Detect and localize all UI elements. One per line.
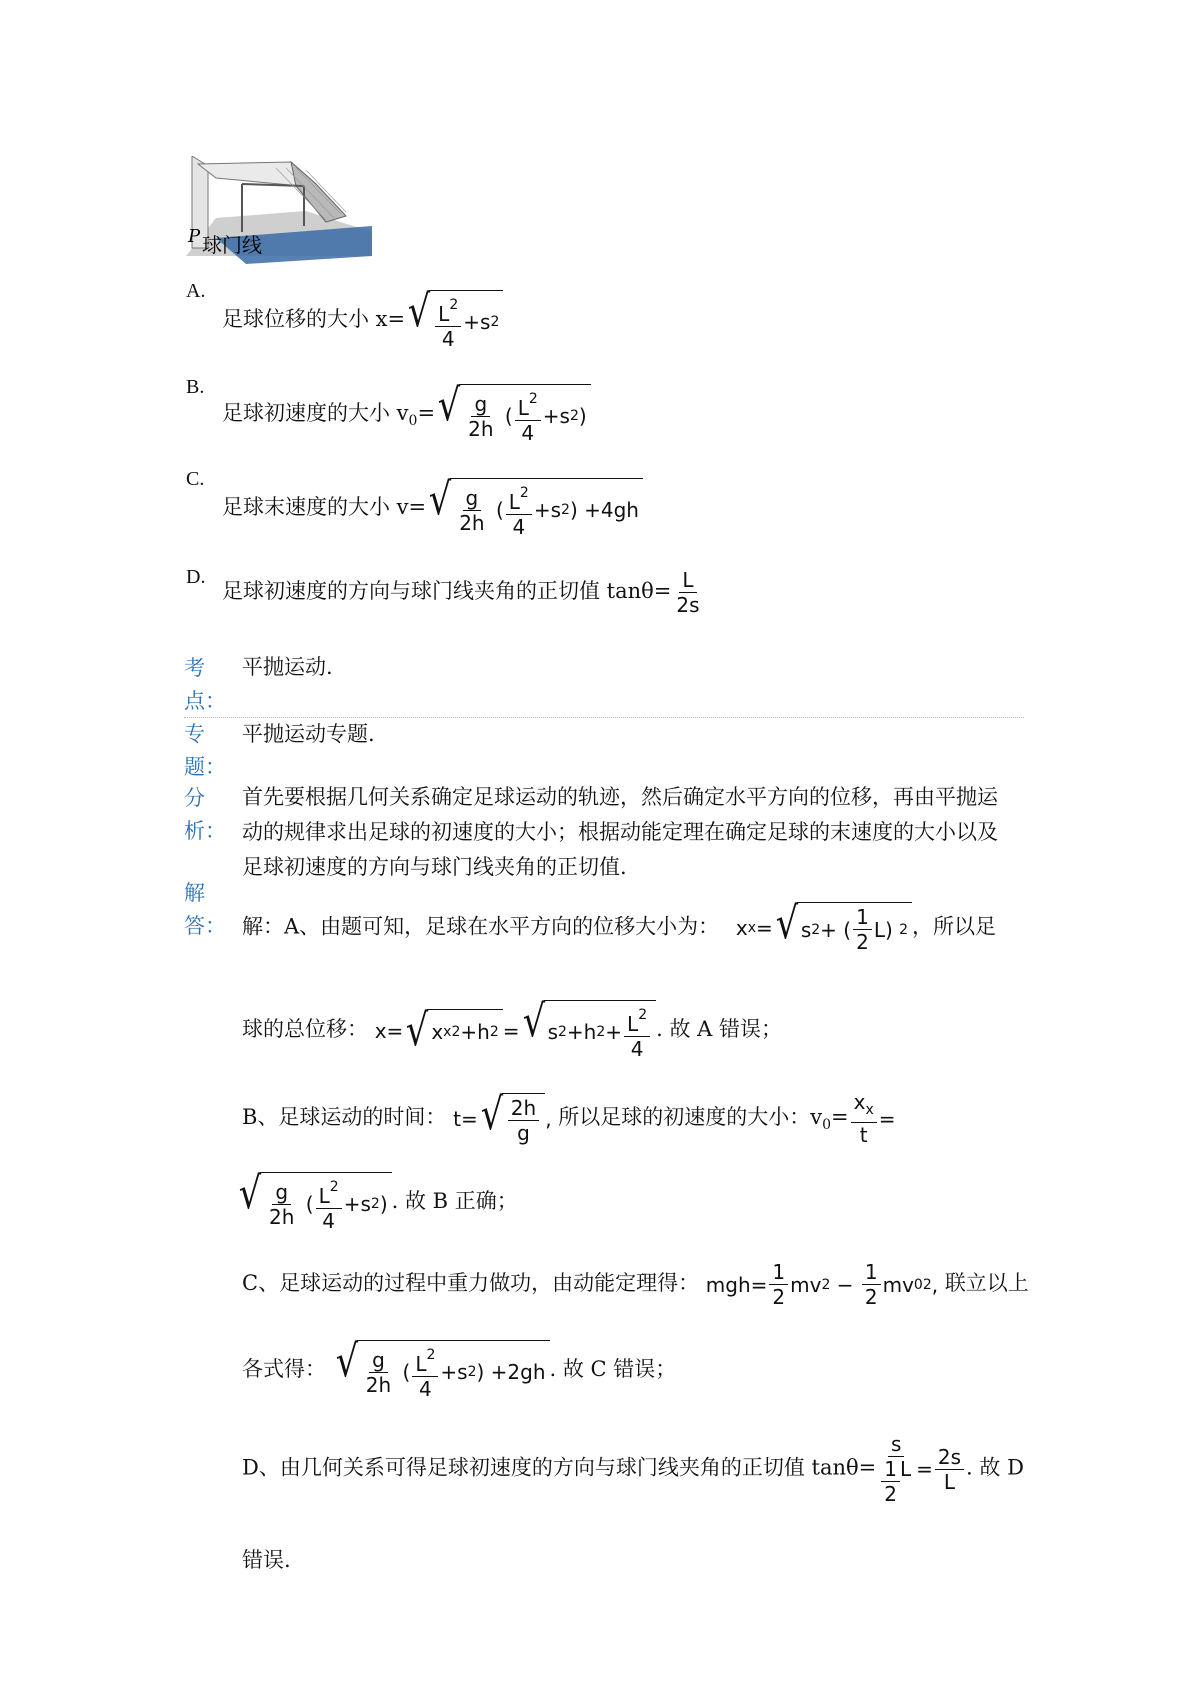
- solution-c-intro: C、足球运动的过程中重力做功，由动能定理得：: [242, 1271, 700, 1295]
- solution-a-intro: 解：A、由题可知，足球在水平方向的位移大小为：: [242, 914, 720, 939]
- option-b-text: 足球初速度的大小 v: [222, 401, 409, 425]
- option-a-text: 足球位移的大小 x=: [222, 307, 406, 331]
- label-zhuanti: [184, 718, 226, 783]
- option-c-formula: √ $\frac{g}{2h}$ ( $\frac{L^2}{4}$ +s 2 ) +4gh: [426, 478, 643, 539]
- label-zhuanti-line2: 题：: [184, 754, 226, 779]
- label-jieda-line2: 答：: [184, 913, 226, 938]
- solution-c2-intro: 各式得：: [242, 1357, 326, 1381]
- solution-b-time-formula: t= √ $\frac{2h}{g}$ ,: [453, 1088, 552, 1145]
- solution-d2: 错误.: [242, 1548, 291, 1572]
- label-kaodian-line2: 点：: [184, 688, 226, 713]
- solution-d-intro: D、由几何关系可得足球初速度的方向与球门线夹角的正切值 tanθ=: [242, 1455, 877, 1480]
- solution-b-v0-formula: $\frac{x_x}{t}$ =: [849, 1090, 896, 1147]
- label-zhuanti-line1: 专: [184, 722, 205, 746]
- fenxi-line: 动的规律求出足球的初速度的大小；根据动能定理在确定足球的末速度的大小以及: [242, 820, 998, 844]
- label-fenxi: [184, 782, 226, 847]
- solution-a-formula: x x = √ s 2 + ( $\frac{1}{2}$ L) 2: [736, 902, 912, 954]
- option-a: [222, 286, 503, 351]
- solution-b-intro: B、足球运动的时间：: [242, 1105, 447, 1129]
- figure-label-goal-line: 球门线: [202, 233, 262, 257]
- option-b-letter: B.: [186, 376, 205, 398]
- solution-b-mid: 所以足球的初速度的大小：v: [558, 1105, 823, 1129]
- solution-b2-formula: √ $\frac{g}{2h}$ ( $\frac{L^2}{4}$ +s 2 ): [236, 1172, 392, 1233]
- option-d-text: 足球初速度的方向与球门线夹角的正切值 tanθ=: [222, 579, 672, 603]
- solution-c2-formula: √ $\frac{g}{2h}$ ( $\frac{L^2}{4}$ +s 2 ) +2gh: [333, 1340, 550, 1401]
- label-kaodian: [184, 652, 226, 717]
- figure-label-p: P: [188, 226, 201, 247]
- solution-d-tail: . 故 D: [966, 1455, 1024, 1480]
- solution-a-tail: ，所以足: [912, 914, 997, 939]
- goal-figure: [186, 156, 372, 264]
- label-fenxi-line2: 析：: [184, 818, 226, 843]
- solution-a2: [242, 996, 782, 1061]
- option-a-letter: A.: [186, 280, 206, 302]
- solution-d-formula: s $\frac{1}{2}$ L = $\frac{2s}{L}$: [876, 1432, 966, 1506]
- solution-a2-intro: 球的总位移：: [242, 1017, 368, 1041]
- label-jieda: [184, 877, 226, 942]
- fenxi-paragraph: [242, 780, 1042, 885]
- option-c-text: 足球末速度的大小 v=: [222, 495, 427, 519]
- solution-c-formula: mgh= $\frac{1}{2}$ mv 2 − $\frac{1}{2}$ mv 0 2 ,: [705, 1260, 939, 1309]
- label-kaodian-line1: 考: [184, 656, 205, 680]
- solution-a: [242, 898, 997, 954]
- label-jieda-line1: 解: [184, 881, 205, 905]
- option-c: [222, 474, 643, 539]
- label-fenxi-line1: 分: [184, 786, 205, 810]
- solution-a2-tail: . 故 A 错误；: [656, 1017, 782, 1041]
- option-a-formula: √ $\frac{L^2}{4}$ +s 2: [405, 290, 503, 351]
- option-c-letter: C.: [186, 468, 205, 490]
- option-b-formula: √ $\frac{g}{2h}$ ( $\frac{L^2}{4}$ +s 2 ): [435, 384, 591, 445]
- solution-c: [242, 1260, 1029, 1309]
- solution-a2-formula: x= √ x x 2 +h 2 = √ s 2 +h 2 + $\frac{L^2}{4}$: [375, 1000, 656, 1061]
- solution-b2-tail: . 故 B 正确；: [391, 1189, 518, 1213]
- solution-b2: [236, 1168, 518, 1233]
- option-c-tail: +4gh: [584, 498, 639, 522]
- solution-c-tail: 联立以上: [944, 1271, 1029, 1295]
- solution-d: [242, 1432, 1024, 1506]
- fenxi-line: 足球初速度的方向与球门线夹角的正切值.: [242, 855, 627, 879]
- goal-drawing: [186, 156, 372, 264]
- fenxi-line: 首先要根据几何关系确定足球运动的轨迹，然后确定水平方向的位移，再由平抛运: [242, 785, 998, 809]
- option-b-subscript: 0: [408, 413, 418, 429]
- option-d-formula: $\frac{L}{2s}$: [676, 568, 700, 617]
- solution-c2-tail: . 故 C 错误；: [549, 1357, 677, 1381]
- zhuanti-text: 平抛运动专题.: [242, 722, 375, 746]
- option-d-letter: D.: [186, 566, 206, 588]
- solution-b: B、足球运动的时间： t= √ $\frac{2h}{g}$ , 所以足球的初速度的大小：$v_0=$ $\frac{x_x}{t}$ =: [242, 1088, 896, 1147]
- option-b: 足球初速度的大小 $v_0=$ √ $\frac{g}{2h}$ ( $\frac{L^2}{4}$ +s 2 ): [222, 384, 591, 445]
- solution-c2: [242, 1336, 677, 1401]
- kaodian-text: 平抛运动.: [242, 655, 333, 679]
- option-d: [222, 568, 705, 617]
